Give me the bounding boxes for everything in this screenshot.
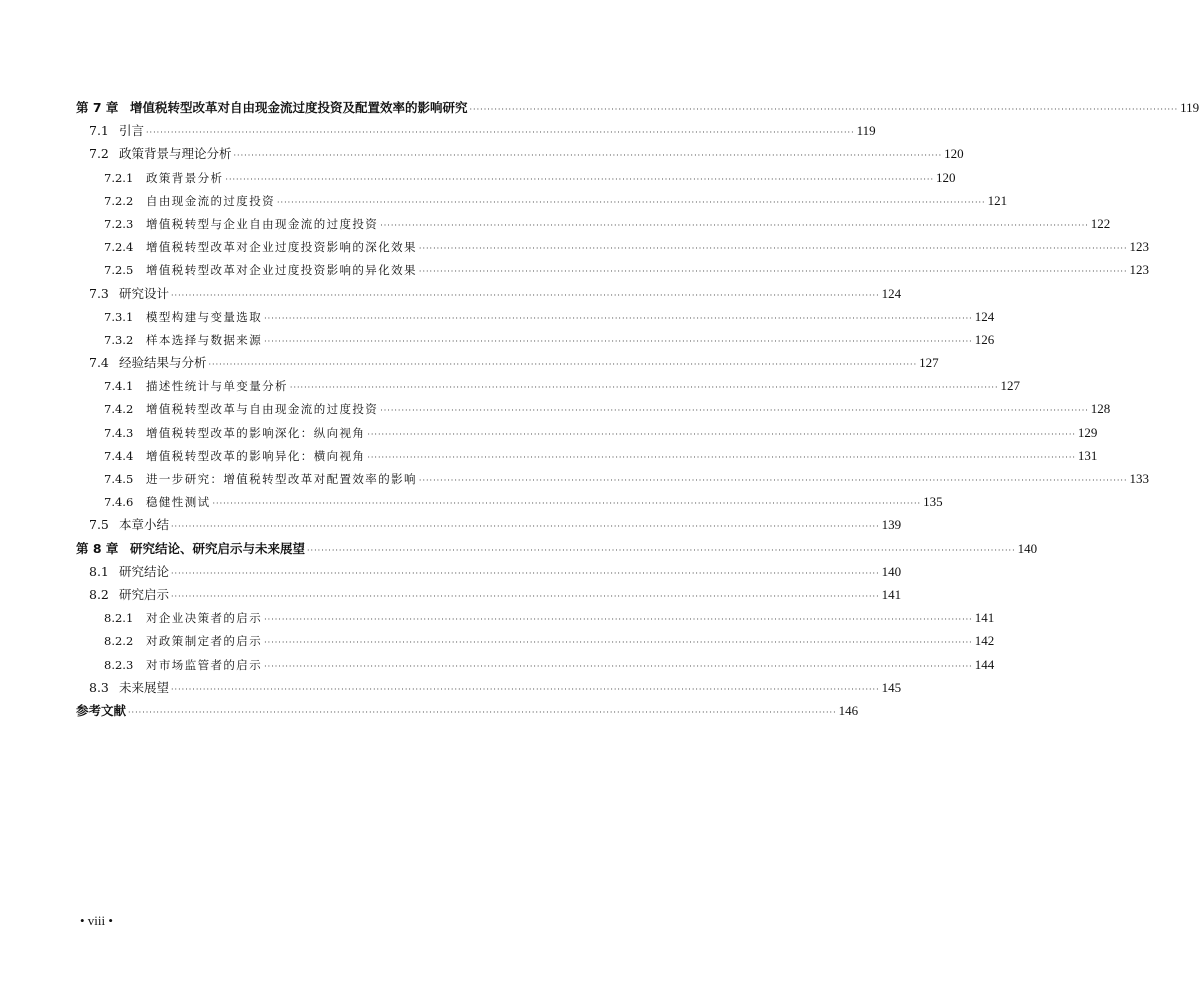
toc-entry-title: 增值税转型改革与自由现金流的过度投资 — [146, 402, 379, 417]
toc-entry[interactable] — [76, 282, 902, 305]
toc-entry-number: 7.3.2 — [104, 332, 134, 347]
toc-entry-page: 128 — [1090, 401, 1111, 417]
toc-entry-page: 121 — [987, 192, 1008, 208]
dot-leader: ········································································································································································································ — [367, 429, 1076, 439]
toc-entry-number: 7.2.1 — [104, 170, 134, 185]
dot-leader: ········································································································································································································ — [225, 174, 934, 184]
dot-leader: ········································································································································································································ — [264, 661, 973, 671]
toc-entry-title: 增值税转型与企业自由现金流的过度投资 — [146, 216, 379, 231]
toc-entry-page: 144 — [974, 656, 995, 672]
toc-entry[interactable] — [76, 235, 1149, 258]
dot-leader: ········································································································································································································ — [233, 151, 943, 161]
toc-entry[interactable] — [76, 444, 1098, 467]
toc-entry-page: 127 — [919, 355, 939, 371]
toc-entry[interactable] — [76, 467, 1149, 490]
toc-entry-title: 经验结果与分析 — [119, 355, 207, 371]
toc-entry-title: 对政策制定者的启示 — [146, 634, 263, 649]
toc-entry-page: 141 — [974, 610, 995, 626]
toc-entry-title: 样本选择与数据来源 — [146, 332, 263, 347]
toc-entry-page: 127 — [1000, 378, 1020, 394]
toc-entry-number: 7.3.1 — [104, 309, 134, 324]
toc-entry-page: 135 — [923, 494, 943, 510]
toc-entry-title: 引言 — [119, 123, 145, 139]
toc-entry[interactable] — [76, 189, 1008, 212]
toc-entry[interactable] — [76, 699, 859, 722]
toc-entry-title: 研究设计 — [119, 285, 170, 301]
toc-entry-title: 政策背景与理论分析 — [119, 146, 232, 162]
toc-entry-page: 131 — [1077, 447, 1098, 463]
toc-entry[interactable] — [76, 305, 995, 328]
toc-entry-number: 8.2.3 — [104, 657, 134, 672]
toc-entry-number: 8.2.1 — [104, 611, 134, 626]
toc-entry[interactable] — [76, 421, 1098, 444]
toc-entry-title: 增值税转型改革对企业过度投资影响的深化效果 — [146, 240, 417, 255]
toc-entry-number: 8.3 — [89, 679, 109, 695]
toc-entry-number: 7.4.1 — [104, 379, 134, 394]
toc-entry-title: 政策背景分析 — [146, 170, 224, 185]
toc-entry[interactable] — [76, 96, 1199, 119]
toc-entry-title: 自由现金流的过度投资 — [146, 193, 275, 208]
toc-entry[interactable] — [76, 212, 1111, 235]
toc-entry-number: 8.1 — [89, 563, 109, 579]
toc-entry-page: 123 — [1129, 262, 1149, 278]
dot-leader: ········································································································································································································ — [208, 360, 918, 370]
dot-leader: ········································································································································································································ — [289, 383, 999, 393]
toc-entry-page: 142 — [974, 633, 995, 649]
toc-entry-page: 141 — [881, 586, 902, 602]
toc-entry-title: 本章小结 — [119, 517, 170, 533]
toc-entry-title: 描述性统计与单变量分析 — [146, 379, 288, 394]
toc-entry[interactable] — [76, 374, 1020, 397]
dot-leader: ········································································································································································································ — [171, 591, 880, 601]
dot-leader: ········································································································································································································ — [418, 244, 1128, 254]
toc-entry[interactable] — [76, 513, 902, 536]
dot-leader: ········································································································································································································ — [128, 707, 837, 717]
toc-entry-page: 145 — [881, 679, 902, 695]
toc-entry-page: 120 — [936, 169, 956, 185]
dot-leader: ········································································································································································································ — [264, 313, 973, 323]
toc-entry-page: 119 — [1180, 100, 1199, 115]
toc-entry[interactable] — [76, 328, 995, 351]
toc-entry[interactable] — [76, 537, 1038, 560]
dot-leader: ········································································································································································································ — [171, 290, 880, 300]
dot-leader: ········································································································································································································ — [418, 476, 1128, 485]
toc-entry-number: 7.2.5 — [104, 263, 134, 278]
toc-entry-number: 8.2.2 — [104, 634, 134, 649]
toc-entry-title: 增值税转型改革的影响异化：横向视角 — [146, 448, 366, 463]
dot-leader: ········································································································································································································ — [264, 638, 973, 648]
toc-entry[interactable] — [76, 166, 956, 189]
toc-entry-page: 140 — [1017, 540, 1038, 556]
toc-entry-title: 研究启示 — [119, 586, 170, 602]
toc-entry-page: 133 — [1129, 471, 1149, 486]
toc-entry-number: 7.4.2 — [104, 402, 134, 417]
toc-entry[interactable] — [76, 676, 902, 699]
toc-entry-number: 7.2.2 — [104, 193, 134, 208]
toc-entry[interactable] — [76, 629, 995, 652]
toc-entry-title: 模型构建与变量选取 — [146, 309, 263, 324]
page-footer: • viii • — [80, 913, 113, 928]
toc-entry-number: 7.5 — [89, 517, 109, 533]
toc-entry[interactable] — [76, 258, 1149, 281]
toc-entry-number: 7.4.4 — [104, 448, 134, 463]
toc-entry-title: 对企业决策者的启示 — [146, 611, 263, 626]
table-of-contents — [76, 96, 1199, 722]
toc-entry-number: 7.2.3 — [104, 216, 134, 231]
toc-entry-title: 增值税转型改革对企业过度投资影响的异化效果 — [146, 263, 417, 278]
toc-entry[interactable] — [76, 490, 943, 513]
toc-entry-page: 140 — [881, 563, 902, 579]
toc-entry-number: 第 7 章 — [76, 100, 119, 115]
dot-leader: ········································································································································································································ — [367, 452, 1076, 462]
dot-leader: ········································································································································································································ — [380, 220, 1089, 230]
toc-entry-page: 139 — [881, 517, 902, 533]
toc-entry-page: 146 — [838, 702, 859, 718]
toc-entry-number: 7.4.5 — [104, 472, 134, 486]
toc-entry-title: 增值税转型改革对自由现金流过度投资及配置效率的影响研究 — [130, 100, 468, 115]
toc-entry-number: 7.4.6 — [104, 495, 134, 510]
dot-leader: ········································································································································································································ — [171, 684, 880, 694]
toc-entry[interactable] — [76, 142, 964, 165]
toc-entry-number: 7.3 — [89, 285, 109, 301]
dot-leader: ········································································································································································································ — [264, 615, 973, 625]
toc-entry-title: 参考文献 — [76, 702, 127, 718]
toc-entry-page: 124 — [974, 308, 995, 324]
toc-entry-page: 124 — [881, 285, 902, 301]
dot-leader: ········································································································································································································ — [418, 267, 1128, 277]
toc-entry-number: 7.4 — [89, 355, 109, 371]
toc-entry-title: 未来展望 — [119, 679, 170, 695]
dot-leader: ········································································································································································································ — [264, 336, 973, 346]
toc-entry[interactable] — [76, 606, 995, 629]
toc-entry-title: 增值税转型改革的影响深化：纵向视角 — [146, 425, 366, 440]
toc-entry-page: 120 — [944, 146, 964, 162]
toc-entry-number: 7.2.4 — [104, 240, 134, 255]
toc-entry-page: 123 — [1129, 239, 1149, 255]
toc-entry-title: 稳健性测试 — [146, 495, 211, 510]
toc-entry-page: 122 — [1090, 215, 1111, 231]
dot-leader: ········································································································································································································ — [146, 128, 855, 138]
dot-leader: ········································································································································································································ — [277, 197, 986, 207]
dot-leader: ········································································································································································································ — [469, 105, 1179, 114]
toc-entry[interactable] — [76, 653, 995, 676]
toc-entry-number: 7.2 — [89, 146, 109, 162]
toc-entry-title: 研究结论 — [119, 563, 170, 579]
toc-entry-title: 进一步研究：增值税转型改革对配置效率的影响 — [146, 472, 417, 486]
toc-entry-title: 对市场监管者的启示 — [146, 657, 263, 672]
toc-entry[interactable] — [76, 119, 876, 142]
dot-leader: ········································································································································································································ — [380, 406, 1089, 416]
dot-leader: ········································································································································································································ — [307, 545, 1016, 555]
toc-entry-number: 7.4.3 — [104, 425, 134, 440]
toc-entry-title: 研究结论、研究启示与未来展望 — [130, 540, 306, 556]
toc-entry-page: 126 — [974, 331, 995, 347]
dot-leader: ········································································································································································································ — [171, 522, 880, 532]
toc-entry[interactable] — [76, 583, 902, 606]
toc-entry-number: 7.1 — [89, 123, 109, 139]
dot-leader: ········································································································································································································ — [212, 499, 922, 509]
toc-entry-number: 8.2 — [89, 586, 109, 602]
toc-entry[interactable] — [76, 560, 902, 583]
dot-leader: ········································································································································································································ — [171, 568, 880, 578]
toc-entry-number: 第 8 章 — [76, 540, 119, 556]
toc-entry[interactable] — [76, 397, 1111, 420]
toc-entry[interactable] — [76, 351, 939, 374]
toc-entry-page: 129 — [1077, 424, 1098, 440]
toc-entry-page: 119 — [856, 123, 876, 139]
